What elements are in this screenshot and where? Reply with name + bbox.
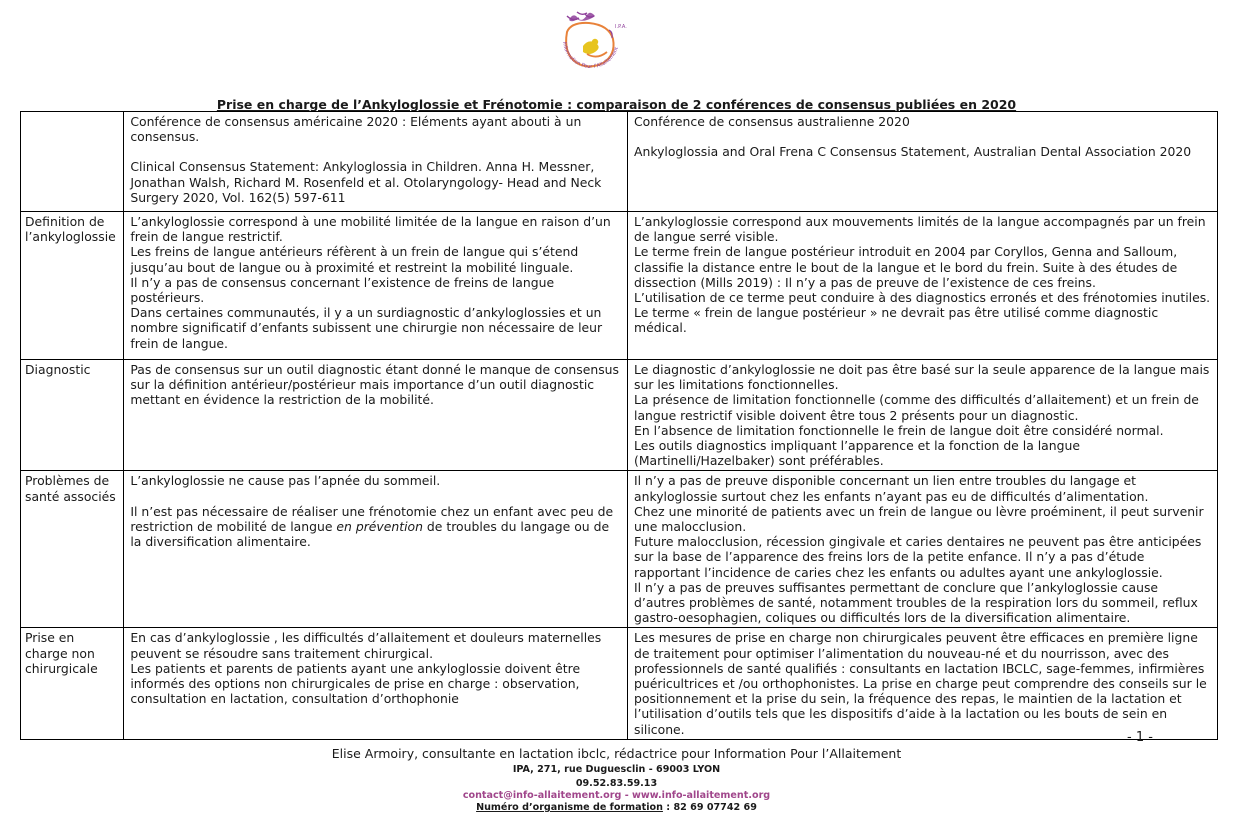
paragraph: L’ankyloglossie ne cause pas l’apnée du sommeil.: [130, 473, 441, 489]
org-label: Numéro d’organisme de formation: [476, 802, 663, 813]
footer-contact-link[interactable]: contact@info-allaitement.org - www.info-allaitement.org: [462, 790, 771, 801]
table-row-diagnostic: [21, 360, 1218, 471]
row-label: Diagnostic: [21, 360, 124, 471]
header-australian-reference: Ankyloglossia and Oral Frena C Consensus Statement, Australian Dental Association 2020: [634, 144, 1192, 160]
paragraph: Il n’y a pas de preuves suffisantes permettant de conclure que l’ankyloglossie cause d’autres problèmes de santé, notamment troubles de la respiration lors du sommeil, reflux gastro-oesophagien, coliques ou difficultés lors de la diversification alimentaire.: [634, 579, 1198, 626]
paragraph: Le diagnostic d’ankyloglossie ne doit pas être basé sur la seule apparence de la langue mais sur les limitations fonctionnelles.: [634, 362, 1210, 393]
non-surgical-american: [124, 628, 628, 739]
row-label: Definition de l’ankyloglossie: [21, 212, 124, 360]
header-american-reference: Clinical Consensus Statement: Ankyloglossia in Children. Anna H. Messner, Jonathan Walsh, Richard M. Rosenfeld et al. Otolaryngology- Head and Neck Surgery 2020, Vol. 162(5) 597-611: [130, 159, 602, 205]
footer-address: IPA, 271, rue Duguesclin - 69003 LYON: [512, 764, 721, 775]
header-empty-cell: [21, 112, 124, 212]
paragraph: L’utilisation de ce terme peut conduire à des diagnostics erronés et des frénotomies inutiles. Le terme « frein de langue postérieur » ne devrait pas être utilisé comme diagnostic médical.: [634, 290, 1211, 336]
paragraph: [130, 504, 621, 550]
text: de troubles du langage ou de la diversification alimentaire.: [130, 518, 610, 550]
paragraph: En cas d’ankyloglossie , les difficultés d’allaitement et douleurs maternelles peuvent se résoudre sans traitement chirurgical.: [130, 630, 602, 661]
paragraph: Les patients et parents de patients ayant une ankyloglossie doivent être informés des options non chirurgicales de prise en charge : observation, consultation en lactation, consultation d’orthophonie: [130, 660, 581, 707]
diagnostic-american: [124, 360, 628, 471]
definition-american: [124, 212, 628, 360]
footer-organisation-number: [0, 802, 1233, 813]
emphasis: en prévention: [336, 518, 423, 534]
table-row-health-problems: [21, 471, 1218, 628]
row-label: Problèmes de santé associés: [21, 471, 124, 628]
paragraph: Future malocclusion, récession gingivale et caries dentaires ne peuvent pas être anticipées sur la base de l’apparence des freins lors de la petite enfance. Il n’y a pas d’étude rapportant l’incidence de caries chez les enfants ou adultes ayant une ankyloglossie.: [634, 534, 1202, 580]
header-australian-title: Conférence de consensus australienne 2020: [634, 114, 910, 129]
table-row-non-surgical: [21, 628, 1218, 739]
footer-phone: 09.52.83.59.13: [575, 778, 658, 789]
table-header-row: [21, 112, 1218, 212]
health-australian: [628, 471, 1218, 628]
header-american: [124, 112, 628, 212]
ipa-logo: [549, 6, 633, 90]
paragraph: Les freins de langue antérieurs réfèrent à un frein de langue qui s’étend jusqu’au bout de langue ou à proximité et restreint la mobilité linguale.: [130, 244, 579, 275]
header-american-title: Conférence de consensus américaine 2020 : Eléments ayant abouti à un consensus.: [130, 114, 582, 145]
table-row-definition: [21, 212, 1218, 360]
health-american: [124, 471, 628, 628]
paragraph: La présence de limitation fonctionnelle (comme des difficultés d’allaitement) et un frein de langue restrictif visible doivent être tous 2 présents pour un diagnostic.: [634, 392, 1199, 423]
paragraph: Pas de consensus sur un outil diagnostic étant donné le manque de consensus sur la définition antérieur/postérieur mais importance d’un outil diagnostic mettant en évidence la restriction de la mobilité.: [130, 362, 619, 408]
definition-australian: [628, 212, 1218, 360]
paragraph: Il n’y a pas de preuve disponible concernant un lien entre troubles du langage et ankyloglossie surtout chez les enfants n’ayant pas eu de difficultés d’alimentation.: [634, 473, 1149, 504]
svg-text:I.P.A.: I.P.A.: [615, 24, 627, 30]
org-value: : 82 69 07742 69: [662, 802, 757, 813]
paragraph: En l’absence de limitation fonctionnelle le frein de langue doit être considéré normal.: [634, 422, 1164, 438]
paragraph: L’ankyloglossie correspond à une mobilité limitée de la langue en raison d’un frein de langue restrictif.: [130, 214, 611, 245]
paragraph: Le terme frein de langue postérieur introduit en 2004 par Coryllos, Genna and Salloum, classifie la distance entre le bout de la langue et le bord du frein. Suite à des études de dissection (Mills 2019) : Il n’y a pas de preuve de l’existence de ces freins.: [634, 244, 1178, 290]
paragraph: Il n’y a pas de consensus concernant l’existence de freins de langue postérieurs.: [130, 274, 555, 306]
document-title: Prise en charge de l’Ankyloglossie et Frénotomie : comparaison de 2 conférences de consensus publiées en 2020: [216, 97, 1017, 112]
paragraph: L’ankyloglossie correspond aux mouvements limités de la langue accompagnés par un frein de langue serré visible.: [634, 214, 1206, 245]
text: Il n’est pas nécessaire de réaliser une frénotomie chez un enfant avec peu de restriction de mobilité de langue: [130, 503, 614, 534]
paragraph: Chez une minorité de patients avec un frein de langue ou lèvre proéminent, il peut survenir une malocclusion.: [634, 503, 1204, 535]
header-australian: [628, 112, 1218, 212]
paragraph: Dans certaines communautés, il y a un surdiagnostic d’ankyloglossies et un nombre significatif d’enfants subissent une chirurgie non nécessaire de leur frein de langue.: [130, 305, 603, 351]
non-surgical-australian: [628, 628, 1218, 739]
row-label: Prise en charge non chirurgicale: [21, 628, 124, 739]
page-number: - 1 -: [1127, 730, 1153, 745]
paragraph: Les mesures de prise en charge non chirurgicales peuvent être efficaces en première ligne de traitement pour optimiser l’alimentation du nouveau-né et du nourrisson, avec des professionnels de santé qualifiés : consultants en lactation IBCLC, sage-femmes, infirmières puéricultrices et /ou orthophonistes. La prise en charge peut comprendre des conseils sur le positionnement et la prise du sein, la fréquence des repas, le maintien de la lactation et l’utilisation d’outils tels que les dispositifs d’aide à la lactation ou les bouts de sein en silicone.: [634, 630, 1207, 737]
comparison-table: [20, 111, 1218, 740]
diagnostic-australian: [628, 360, 1218, 471]
footer-author: Elise Armoiry, consultante en lactation ibclc, rédactrice pour Information Pour l’Allaitement: [331, 746, 902, 761]
paragraph: Les outils diagnostics impliquant l’apparence et la fonction de la langue (Martinelli/Hazelbaker) sont préférables.: [634, 438, 1080, 469]
svg-text:Information Pour l’Allaitement: Information Pour l’Allaitement: [561, 41, 620, 71]
